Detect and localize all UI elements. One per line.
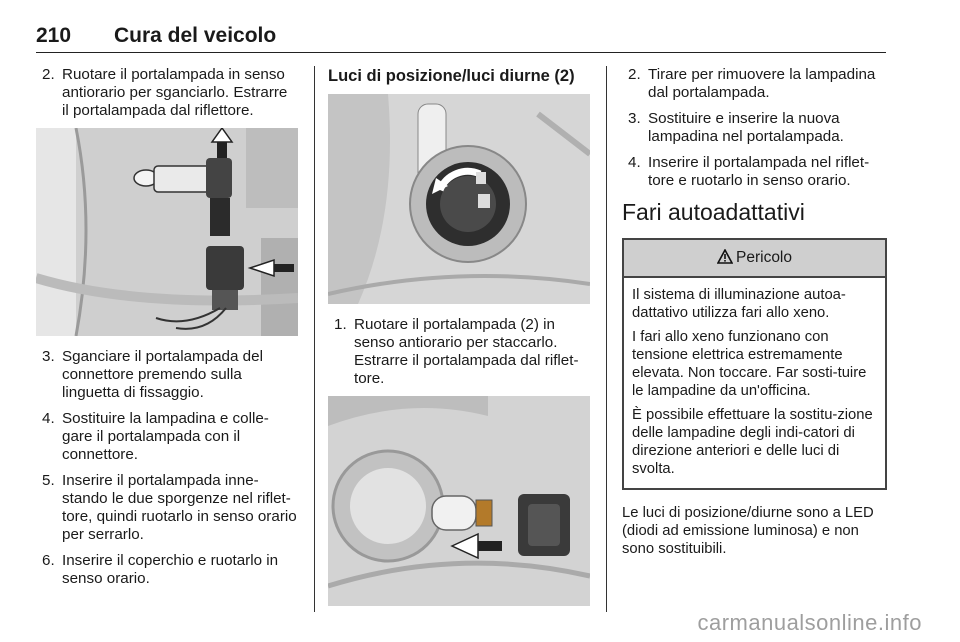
step-item: 4. Inserire il portalampada nel riflet-tore e ruotarlo in senso orario. bbox=[628, 154, 870, 189]
warning-triangle-icon bbox=[717, 242, 733, 278]
step-item: 3. Sganciare il portalampada del connettore premendo sulla linguetta di fissaggio. bbox=[42, 348, 263, 401]
warning-paragraph: Il sistema di illuminazione autoa-dattativo utilizza fari allo xeno. bbox=[632, 287, 846, 321]
column-3 bbox=[622, 66, 887, 558]
step-item: 2. Ruotare il portalampada in senso antiorario per sganciarlo. Estrarre il portalampada dal riflettore. bbox=[42, 66, 288, 119]
column-divider-1 bbox=[314, 66, 315, 612]
column-divider-2 bbox=[606, 66, 607, 612]
figure-bulb-holder-connector bbox=[36, 128, 298, 336]
step-item: 1. Ruotare il portalampada (2) in senso antiorario per staccarlo. Estrarre il portalampada dal riflet-tore. bbox=[334, 316, 579, 387]
page-header bbox=[36, 24, 886, 53]
step-item: 3. Sostituire e inserire la nuova lampadina nel portalampada. bbox=[628, 110, 844, 145]
warning-paragraph: I fari allo xeno funzionano con tensione elettrica estremamente elevata. Non toccare. Far sosti-tuire le lampadine da un'officina. bbox=[632, 329, 867, 399]
section-heading: Fari autoadattativi bbox=[622, 199, 805, 225]
warning-box bbox=[622, 238, 887, 490]
step-item: 6. Inserire il coperchio e ruotarlo in senso orario. bbox=[42, 552, 279, 587]
section-heading: Luci di posizione/luci diurne (2) bbox=[328, 67, 575, 85]
warning-header bbox=[624, 240, 885, 278]
steps-list bbox=[328, 316, 590, 388]
section-title: Cura del veicolo bbox=[114, 24, 277, 47]
step-item: 4. Sostituire la lampadina e colle-gare il portalampada con il connettore. bbox=[42, 410, 269, 463]
body-paragraph: Le luci di posizione/diurne sono a LED (diodi ad emissione luminosa) e non sono sostituibili. bbox=[622, 505, 874, 557]
steps-list bbox=[622, 66, 887, 190]
warning-paragraph: È possibile effettuare la sostitu-zione delle lampadine degli indi-catori di direzione anteriori e delle luci di svolta. bbox=[632, 407, 873, 477]
column-2 bbox=[328, 66, 590, 606]
page-number: 210 bbox=[36, 24, 72, 47]
figure-position-light-socket bbox=[328, 94, 590, 304]
watermark: carmanualsonline.info bbox=[697, 610, 922, 635]
warning-title: Pericolo bbox=[736, 249, 792, 266]
step-item: 2. Tirare per rimuovere la lampadina dal portalampada. bbox=[628, 66, 876, 101]
steps-list-top bbox=[36, 66, 298, 120]
column-1 bbox=[36, 66, 298, 596]
figure-bulb-removal bbox=[328, 396, 590, 606]
step-item: 5. Inserire il portalampada inne-stando le due sporgenze nel riflet-tore, quindi ruotarlo in senso orario per serrarlo. bbox=[42, 472, 297, 543]
warning-body bbox=[624, 278, 885, 488]
steps-list-bottom bbox=[36, 348, 298, 588]
